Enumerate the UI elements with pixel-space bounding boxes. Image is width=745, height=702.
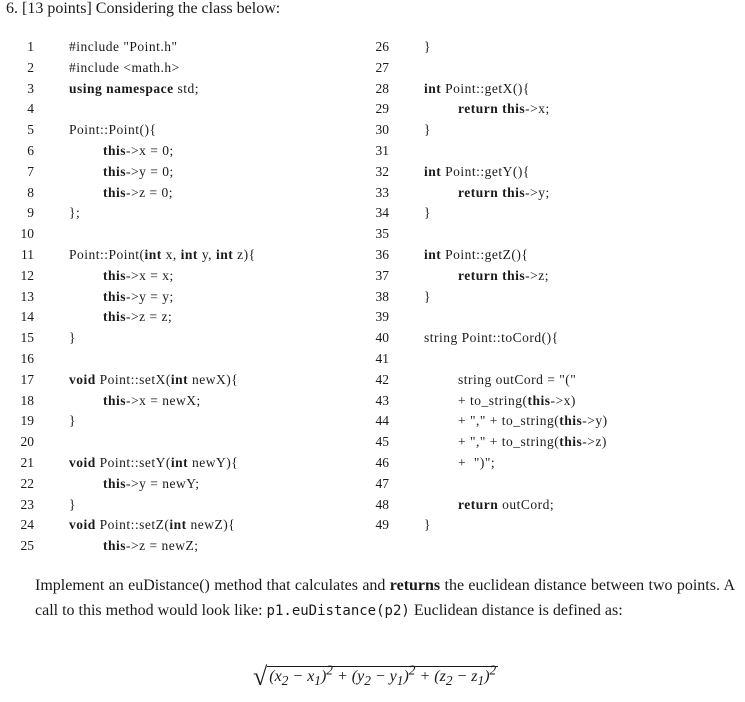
task-text-1: Implement an euDistance() method that calculates and [35, 577, 390, 594]
code-line [375, 287, 735, 308]
line-number: 37 [375, 267, 389, 283]
code-line [375, 391, 735, 412]
line-number: 33 [375, 184, 389, 200]
task-text-2: the euclidean distance between two points. A call to this method would look like: [35, 577, 735, 619]
code-text: void Point::setZ(int newZ){ [69, 517, 236, 533]
code-text: this->x = newX; [103, 392, 201, 408]
code-line [20, 203, 380, 224]
code-line [20, 370, 380, 391]
line-number: 9 [27, 205, 34, 221]
task-description [35, 574, 735, 623]
line-number: 10 [20, 226, 34, 242]
code-text: Point::Point(){ [69, 122, 157, 138]
code-line [375, 432, 735, 453]
line-number: 18 [20, 392, 34, 408]
code-text: return outCord; [458, 496, 555, 512]
radical-sign: √ [253, 662, 268, 691]
code-text: this->y = 0; [103, 163, 174, 179]
code-listing-left [20, 37, 380, 557]
code-line [375, 162, 735, 183]
code-text: } [69, 330, 76, 346]
line-number: 2 [27, 59, 34, 75]
line-number: 14 [20, 309, 34, 325]
line-number: 7 [27, 163, 34, 179]
code-line [375, 183, 735, 204]
code-line [20, 37, 380, 58]
line-number: 23 [20, 496, 34, 512]
code-text: } [69, 413, 76, 429]
code-line [20, 328, 380, 349]
line-number: 19 [20, 413, 34, 429]
line-number: 12 [20, 267, 34, 283]
euclidean-distance-formula [253, 662, 498, 692]
code-text: } [69, 496, 76, 512]
code-line [375, 99, 735, 120]
line-number: 27 [375, 59, 389, 75]
code-text: void Point::setY(int newY){ [69, 454, 239, 470]
code-text: int Point::getX(){ [424, 80, 530, 96]
task-text-3: Euclidean distance is defined as: [409, 601, 623, 619]
line-number: 32 [375, 163, 389, 179]
method-call-example: p1.euDistance(p2) [266, 602, 410, 619]
code-text: #include <math.h> [69, 59, 180, 75]
line-number: 1 [27, 39, 34, 54]
code-text: Point::Point(int x, int y, int z){ [69, 246, 256, 262]
line-number: 13 [20, 288, 34, 304]
line-number: 43 [375, 392, 389, 408]
code-text: string outCord = "(" [458, 371, 577, 387]
code-line [375, 411, 735, 432]
line-number: 38 [375, 288, 389, 304]
code-line [375, 266, 735, 287]
code-line [20, 58, 380, 79]
code-line [375, 515, 735, 536]
code-text: } [424, 205, 431, 221]
line-number: 6 [27, 142, 34, 158]
line-number: 40 [375, 330, 389, 346]
code-line [375, 224, 735, 245]
code-line [20, 120, 380, 141]
line-number: 21 [20, 454, 34, 470]
code-line [20, 411, 380, 432]
code-line [20, 432, 380, 453]
code-line [20, 266, 380, 287]
code-line [20, 349, 380, 370]
code-line [20, 99, 380, 120]
line-number: 41 [375, 350, 389, 366]
code-line [20, 536, 380, 557]
code-text: + to_string(this->x) [458, 392, 576, 408]
code-line [20, 162, 380, 183]
code-text: this->x = x; [103, 267, 174, 283]
line-number: 11 [21, 246, 34, 262]
code-line [20, 224, 380, 245]
code-text: return this->x; [458, 101, 550, 117]
line-number: 17 [20, 371, 34, 387]
line-number: 15 [20, 330, 34, 346]
code-text: this->z = 0; [103, 184, 173, 200]
line-number: 49 [375, 517, 389, 533]
code-text: this->z = z; [103, 309, 173, 325]
code-line [375, 370, 735, 391]
code-line [375, 349, 735, 370]
code-text: string Point::toCord(){ [424, 330, 559, 346]
line-number: 47 [375, 475, 389, 491]
code-text: this->y = newY; [103, 475, 200, 491]
line-number: 30 [375, 122, 389, 138]
code-line [20, 453, 380, 474]
line-number: 28 [375, 80, 389, 96]
code-line [375, 58, 735, 79]
line-number: 5 [27, 122, 34, 138]
code-text: void Point::setX(int newX){ [69, 371, 239, 387]
line-number: 35 [375, 226, 389, 242]
line-number: 34 [375, 205, 389, 221]
question-prompt: Considering the class below: [95, 0, 281, 17]
code-text: + "," + to_string(this->z) [458, 434, 607, 450]
line-number: 39 [375, 309, 389, 325]
code-line [20, 287, 380, 308]
line-number: 16 [20, 350, 34, 366]
question-points: [13 points] [22, 0, 92, 17]
code-line [375, 328, 735, 349]
code-line [20, 391, 380, 412]
line-number: 44 [375, 413, 389, 429]
code-line [20, 245, 380, 266]
code-text: this->x = 0; [103, 142, 174, 158]
line-number: 31 [375, 142, 389, 158]
code-line [375, 79, 735, 100]
code-text: return this->y; [458, 184, 550, 200]
task-emphasis: returns [389, 577, 441, 594]
line-number: 48 [375, 496, 389, 512]
code-line [375, 307, 735, 328]
code-line [375, 474, 735, 495]
line-number: 22 [20, 475, 34, 491]
line-number: 8 [27, 184, 34, 200]
code-line [20, 141, 380, 162]
code-listing-right [375, 37, 735, 536]
code-line [375, 245, 735, 266]
code-text: } [424, 288, 431, 304]
code-line [20, 495, 380, 516]
code-text: return this->z; [458, 267, 549, 283]
code-text: }; [69, 205, 81, 221]
code-line [375, 203, 735, 224]
line-number: 3 [27, 80, 34, 96]
code-text: + ")"; [458, 454, 496, 470]
line-number: 26 [375, 39, 389, 54]
line-number: 36 [375, 246, 389, 262]
line-number: 24 [20, 517, 34, 533]
code-text: + "," + to_string(this->y) [458, 413, 608, 429]
code-line [20, 307, 380, 328]
code-text: } [424, 39, 431, 54]
code-text: int Point::getZ(){ [424, 246, 529, 262]
line-number: 29 [375, 101, 389, 117]
line-number: 20 [20, 434, 34, 450]
code-text: this->y = y; [103, 288, 174, 304]
code-line [375, 141, 735, 162]
code-line [20, 183, 380, 204]
line-number: 42 [375, 371, 389, 387]
code-line [20, 79, 380, 100]
question-header [6, 0, 280, 18]
code-text: } [424, 517, 431, 533]
code-text: int Point::getY(){ [424, 163, 530, 179]
code-line [375, 453, 735, 474]
line-number: 45 [375, 434, 389, 450]
radicand: $(x_2 - x_1)^2 + (y_2 - y_1)^2 + (z_2 - z_1)^2$ [269, 662, 497, 689]
code-line [375, 495, 735, 516]
line-number: 46 [375, 454, 389, 470]
code-text: #include "Point.h" [69, 39, 178, 54]
code-line [20, 474, 380, 495]
question-number: 6. [6, 0, 18, 17]
code-line [20, 515, 380, 536]
code-line [375, 37, 735, 58]
line-number: 4 [27, 101, 34, 117]
code-text: using namespace std; [69, 80, 200, 96]
line-number: 25 [20, 538, 34, 554]
code-line [375, 120, 735, 141]
code-text: } [424, 122, 431, 138]
code-text: this->z = newZ; [103, 538, 199, 554]
